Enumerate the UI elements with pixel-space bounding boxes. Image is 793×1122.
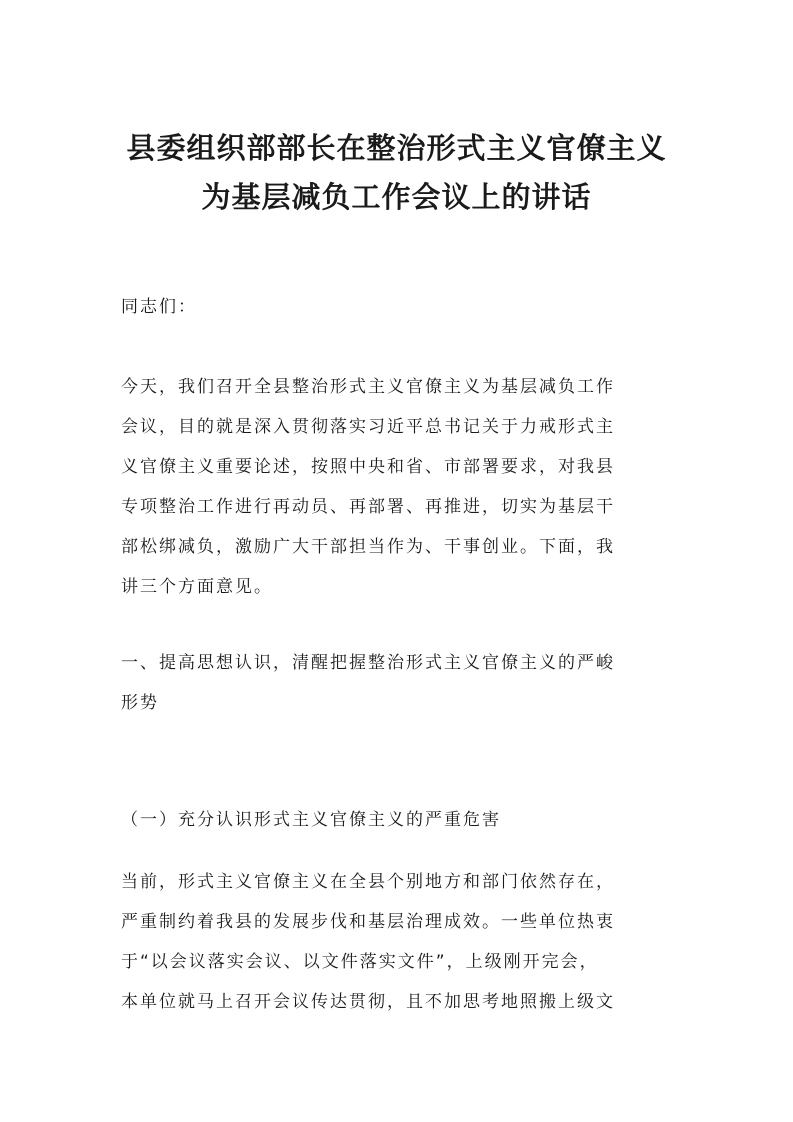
section-heading-1 xyxy=(121,643,681,723)
subsection-heading-1: （一）充分认识形式主义官僚主义的严重危害 xyxy=(121,810,501,830)
intro-line: 义官僚主义重要论述，按照中央和省、市部署要求，对我县 xyxy=(121,457,615,477)
body-line: 本单位就马上召开会议传达贯彻，且不加思考地照搬上级文 xyxy=(121,992,615,1012)
body-line: 于“以会议落实会议、以文件落实文件”，上级刚开完会， xyxy=(121,952,599,972)
section-heading-line: 形势 xyxy=(121,693,159,713)
section-heading-line: 一、提高思想认识，清醒把握整治形式主义官僚主义的严峻 xyxy=(121,653,615,673)
intro-line: 会议，目的就是深入贯彻落实习近平总书记关于力戒形式主 xyxy=(121,417,615,437)
body-line: 严重制约着我县的发展步伐和基层治理成效。一些单位热衷 xyxy=(121,912,615,932)
intro-line: 今天，我们召开全县整治形式主义官僚主义为基层减负工作 xyxy=(121,377,615,397)
intro-line: 讲三个方面意见。 xyxy=(121,577,273,597)
body-line: 当前，形式主义官僚主义在全县个别地方和部门依然存在， xyxy=(121,872,615,892)
intro-line: 专项整治工作进行再动员、再部署、再推进，切实为基层干 xyxy=(121,497,615,517)
document-title-line-2: 为基层减负工作会议上的讲话 xyxy=(201,180,592,214)
intro-line: 部松绑减负，激励广大干部担当作为、干事创业。下面，我 xyxy=(121,537,615,557)
body-paragraph xyxy=(121,862,681,1022)
greeting: 同志们： xyxy=(121,297,197,317)
intro-paragraph xyxy=(121,367,681,607)
document-title-line-1: 县委组织部部长在整治形式主义官僚主义 xyxy=(126,131,667,165)
